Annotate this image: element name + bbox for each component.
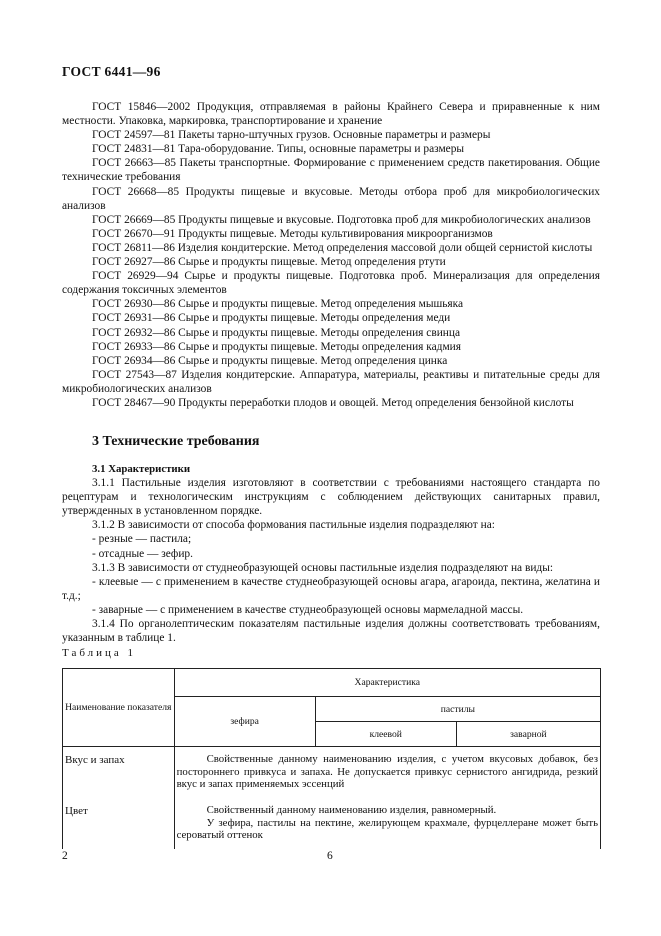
row-name: Вкус и запах [63, 747, 175, 799]
table-row [63, 747, 601, 799]
reference-item: ГОСТ 26663—85 Пакеты транспортные. Формирование с применением средств пакетирования. Общие технические требования [62, 157, 600, 184]
row-text [174, 798, 600, 849]
table-header-kleevoy: клеевой [315, 722, 456, 747]
reference-item: ГОСТ 27543—87 Изделия кондитерские. Аппаратура, материалы, реактивы и питательные среды для микробиологических анализов [62, 368, 600, 395]
table-header-indicator: Наименование показателя [63, 669, 175, 747]
reference-item: ГОСТ 24597—81 Пакеты тарно-штучных грузов. Основные параметры и размеры [92, 129, 491, 142]
paragraph: 3.1.2 В зависимости от способа формования пастильные изделия подразделяют на: [92, 519, 495, 532]
reference-item: ГОСТ 26669—85 Продукты пищевые и вкусовые. Подготовка проб для микробиологических анализов [92, 213, 591, 226]
list-item: - клеевые — с применением в качестве студнеобразующей основы агара, агароида, пектина, желатина и т.д.; [62, 575, 600, 602]
reference-item: ГОСТ 15846—2002 Продукция, отправляемая в районы Крайнего Севера и приравненные к ним местности. Упаковка, маркировка, транспортирование и хранение [62, 101, 600, 128]
table-header-characteristic: Характеристика [174, 669, 600, 697]
document-id: ГОСТ 6441—96 [62, 64, 161, 79]
reference-item: ГОСТ 26811—86 Изделия кондитерские. Метод определения массовой доли общей сернистой кислоты [92, 241, 593, 254]
page-number-center: 6 [327, 850, 333, 862]
reference-item: ГОСТ 26929—94 Сырье и продукты пищевые. Подготовка проб. Минерализация для определения содержания токсичных элементов [62, 270, 600, 297]
section-body [62, 462, 600, 645]
table-header-zefir: зефира [174, 697, 315, 747]
reference-item: ГОСТ 28467—90 Продукты переработки плодов и овощей. Метод определения бензойной кислоты [92, 396, 574, 409]
paragraph: 3.1.3 В зависимости от студнеобразующей основы пастильные изделия подразделяют на виды: [92, 561, 554, 574]
reference-item: ГОСТ 26931—86 Сырье и продукты пищевые. Методы определения меди [92, 312, 451, 325]
list-item: - резные — пастила; [92, 533, 192, 546]
reference-item: ГОСТ 26932—86 Сырье и продукты пищевые. Методы определения свинца [92, 326, 461, 339]
page-number-left: 2 [62, 850, 68, 862]
reference-item: ГОСТ 26670—91 Продукты пищевые. Методы культивирования микроорганизмов [92, 227, 493, 240]
table-caption: Таблица 1 [62, 647, 137, 659]
reference-item: ГОСТ 26668—85 Продукты пищевые и вкусовые. Методы отбора проб для микробиологических анализов [62, 185, 600, 212]
section-heading: 3 Технические требования [92, 434, 260, 449]
table-header-zavarnoy: заварной [456, 722, 600, 747]
row-text-line: Свойственный данному наименованию изделия, равномерный. [206, 804, 497, 816]
paragraph: 3.1.4 По органолептическим показателям пастильные изделия должны соответствовать требованиям, указанным в таблице 1. [62, 618, 600, 645]
paragraph: 3.1.1 Пастильные изделия изготовляют в соответствии с требованиями настоящего стандарта по рецептурам и технологическим инструкциям с соблюдением действующих санитарных правил, утвержденных в установленном порядке. [62, 477, 600, 518]
reference-item: ГОСТ 26927—86 Сырье и продукты пищевые. Метод определения ртути [92, 256, 446, 269]
normative-references [62, 100, 600, 410]
row-text [174, 747, 600, 799]
subsection-heading: 3.1 Характеристики [92, 463, 191, 475]
table-header-pastila: пастилы [315, 697, 600, 722]
list-item: - заварные — с применением в качестве студнеобразующей основы мармеладной массы. [92, 603, 524, 616]
reference-item: ГОСТ 26934—86 Сырье и продукты пищевые. Метод определения цинка [92, 354, 448, 367]
row-text-line: У зефира, пастилы на пектине, желирующем крахмале, фурцеллеране может быть сероватый оттенок [176, 816, 598, 841]
row-name: Цвет [63, 798, 175, 849]
reference-item: ГОСТ 26933—86 Сырье и продукты пищевые. Методы определения кадмия [92, 340, 462, 353]
organoleptic-table [62, 668, 601, 849]
row-text-line: Свойственные данному наименованию изделия, с учетом вкусовых добавок, без постороннего привкуса и запаха. Не допускается привкус сернистого ангидрида, резкий вкус и запах применяемых эссенций [176, 753, 598, 790]
list-item: - отсадные — зефир. [92, 547, 193, 560]
reference-item: ГОСТ 26930—86 Сырье и продукты пищевые. Метод определения мышьяка [92, 298, 464, 311]
reference-item: ГОСТ 24831—81 Тара-оборудование. Типы, основные параметры и размеры [92, 143, 465, 156]
table-row [63, 798, 601, 849]
